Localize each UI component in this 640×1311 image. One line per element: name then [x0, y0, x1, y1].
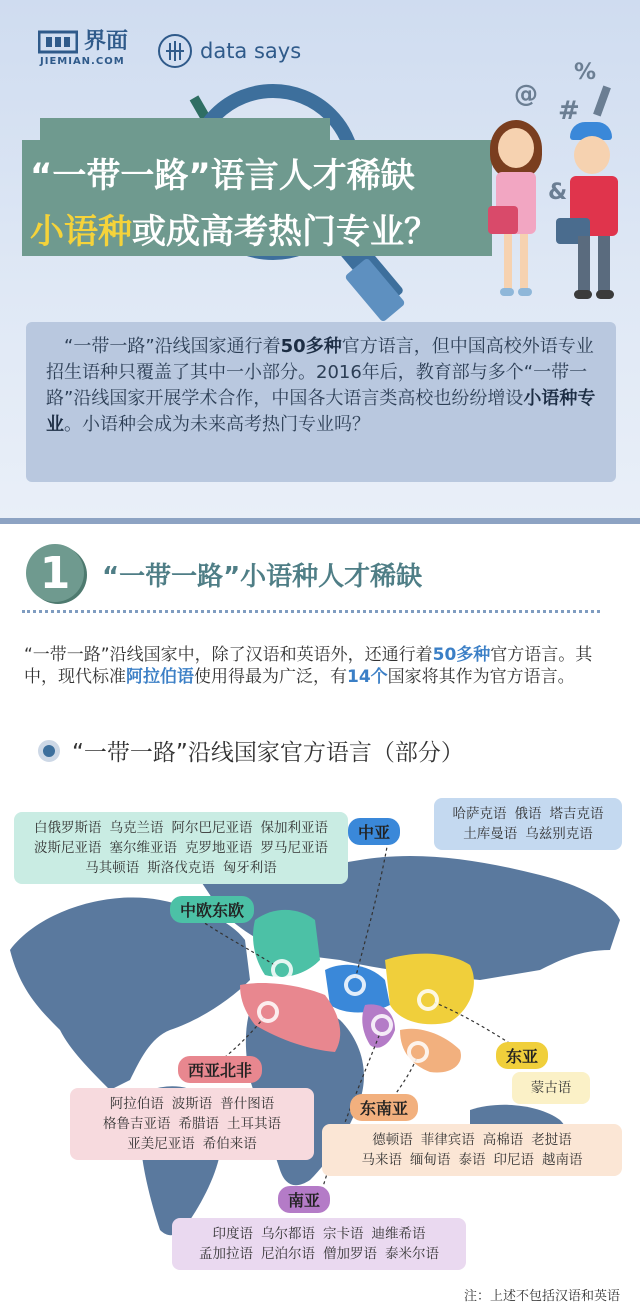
language-item: 土耳其语	[227, 1116, 281, 1132]
body-text-a: “一带一路”沿线国家中，除了汉语和英语外，还通行着	[24, 645, 433, 665]
marker-west-asia-icon[interactable]	[257, 1001, 279, 1023]
language-item: 希伯来语	[202, 1136, 257, 1152]
intro-text-3: 。小语种会成为未来高考热门专业吗？	[64, 414, 370, 435]
percent-symbol-icon: %	[574, 60, 597, 85]
language-item: 塞尔维亚语	[109, 840, 177, 856]
region-label-central-asia[interactable]: 中亚	[348, 818, 400, 845]
intro-text-2: 官方语言，但中国高校外语专业招生语种只覆盖了其中一小部分。2016年后，教育部与多个“一带一路”沿线国家开展学术合作，中国各大语言类高校也纷纷增设	[46, 336, 594, 409]
body-highlight-2: 阿拉伯语	[126, 667, 194, 687]
language-item: 白俄罗斯语	[34, 820, 102, 836]
section-divider	[22, 610, 600, 613]
language-item: 尼泊尔语	[261, 1246, 315, 1262]
girl-illustration	[486, 110, 546, 300]
language-item: 泰语	[458, 1152, 486, 1168]
europe-language-box	[14, 812, 348, 884]
language-item: 乌兹别克语	[525, 826, 593, 842]
header-divider	[0, 518, 640, 524]
exclaim-decoration-icon	[593, 86, 611, 117]
language-item: 乌尔都语	[261, 1226, 315, 1242]
boy-illustration	[560, 118, 632, 300]
language-item: 克罗地亚语	[185, 840, 253, 856]
marker-southeast-asia-icon[interactable]	[407, 1041, 429, 1063]
language-item: 普什图语	[220, 1096, 275, 1112]
jiemian-logo-icon	[38, 30, 78, 54]
bullet-dot-icon	[38, 740, 60, 762]
intro-bold-1: 50多种	[280, 336, 342, 357]
hash-symbol-icon: #	[558, 96, 580, 126]
marker-central-asia-icon[interactable]	[344, 974, 366, 996]
region-label-southeast-asia[interactable]: 东南亚	[350, 1094, 418, 1121]
title-banner-top	[40, 118, 330, 140]
data-says-logo[interactable]	[158, 34, 301, 68]
map-subtitle: “一带一路”沿线国家官方语言（部分）	[72, 740, 464, 766]
section-number: 1	[26, 544, 84, 602]
region-label-east-asia[interactable]: 东亚	[496, 1042, 548, 1069]
language-item: 罗马尼亚语	[260, 840, 328, 856]
at-symbol-icon: @	[514, 80, 538, 108]
language-item: 阿尔巴尼亚语	[171, 820, 253, 836]
language-item: 宗卡语	[323, 1226, 364, 1242]
intro-paragraph	[26, 322, 616, 482]
language-item: 希腊语	[178, 1116, 219, 1132]
west-asia-language-box	[70, 1088, 314, 1160]
jiemian-logo[interactable]	[38, 30, 128, 67]
language-item: 马其顿语	[85, 860, 140, 876]
header-banner	[0, 0, 640, 520]
south-asia-language-box	[172, 1218, 466, 1270]
language-item: 老挝语	[531, 1132, 572, 1148]
marker-south-asia-icon[interactable]	[371, 1014, 393, 1036]
data-says-icon	[158, 34, 192, 68]
language-item: 塔吉克语	[549, 806, 604, 822]
language-item: 迪维希语	[371, 1226, 426, 1242]
page-title-line2	[30, 204, 438, 253]
language-item: 哈萨克语	[452, 806, 507, 822]
marker-europe-icon[interactable]	[271, 959, 293, 981]
section-body-text	[24, 644, 624, 688]
language-item: 菲律宾语	[420, 1132, 475, 1148]
language-item: 阿拉伯语	[109, 1096, 164, 1112]
section-title: “一带一路”小语种人才稀缺	[102, 562, 423, 592]
body-text-d: 国家将其作为官方语言。	[387, 667, 575, 687]
language-item: 斯洛伐克语	[147, 860, 215, 876]
central-asia-language-box	[434, 798, 622, 850]
language-item: 波斯尼亚语	[34, 840, 102, 856]
language-item: 高棉语	[482, 1132, 524, 1148]
language-item: 亚美尼亚语	[127, 1136, 195, 1152]
region-label-west-asia[interactable]: 西亚北非	[178, 1056, 262, 1083]
language-item: 缅甸语	[410, 1152, 451, 1168]
logo-cn-text: 界面	[84, 29, 129, 54]
language-item: 俄语	[514, 806, 542, 822]
southeast-asia-language-box	[322, 1124, 622, 1176]
language-item: 印度语	[212, 1226, 253, 1242]
title-highlight: 小语种	[30, 212, 132, 252]
language-item: 马来语	[361, 1152, 402, 1168]
intro-text-1: “一带一路”沿线国家通行着	[64, 336, 281, 357]
language-item: 匈牙利语	[222, 860, 277, 876]
language-item: 德顿语	[372, 1132, 413, 1148]
language-item: 格鲁吉亚语	[103, 1116, 171, 1132]
language-item: 乌克兰语	[109, 820, 164, 836]
east-asia-language-box	[512, 1072, 590, 1104]
language-item: 泰米尔语	[385, 1246, 439, 1262]
body-text-c: 使用得最为广泛，有	[194, 667, 347, 687]
logo-en-text: JIEMIAN.COM	[40, 56, 125, 67]
language-item: 越南语	[542, 1152, 583, 1168]
data-says-text: data says	[200, 39, 302, 63]
body-highlight-3: 14个	[347, 667, 388, 687]
language-item: 孟加拉语	[199, 1246, 253, 1262]
body-highlight-1: 50多种	[432, 645, 491, 665]
body-text-b: 官方语言。其中，现代标准	[24, 645, 593, 687]
language-item: 僧加罗语	[323, 1246, 377, 1262]
language-item: 波斯语	[171, 1096, 213, 1112]
language-item: 印尼语	[493, 1152, 534, 1168]
title-rest: 或成高考热门专业？	[132, 212, 438, 252]
region-label-europe[interactable]: 中欧东欧	[170, 896, 254, 923]
region-label-south-asia[interactable]: 南亚	[278, 1186, 330, 1213]
footnote: 注：上述不包括汉语和英语	[463, 1289, 620, 1304]
ampersand-symbol-icon: &	[548, 180, 568, 205]
intro-bold-2: 小语种专业	[46, 388, 596, 435]
language-item: 保加利亚语	[260, 820, 328, 836]
page-title-line1: “一带一路”语言人才稀缺	[30, 156, 415, 196]
language-item: 蒙古语	[530, 1080, 572, 1096]
marker-east-asia-icon[interactable]	[417, 989, 439, 1011]
east-asia-region	[385, 954, 474, 1025]
language-item: 土库曼语	[463, 826, 518, 842]
